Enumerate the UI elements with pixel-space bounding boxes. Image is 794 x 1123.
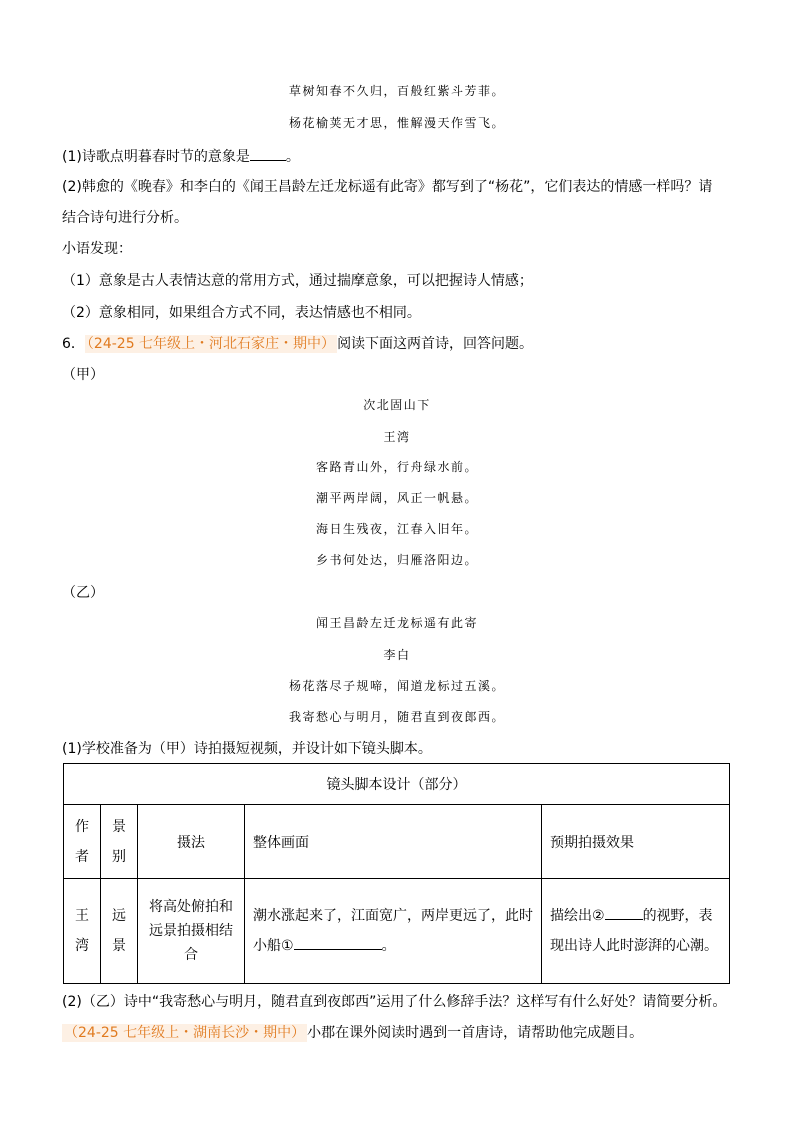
question-number: 6． (62, 336, 85, 352)
picture-text: 小船① (253, 938, 294, 954)
question-6-2: (2)（乙）诗中“我寄愁心与明月，随君直到夜郎西”运用了什么修辞手法？这样写有什么好处？请简要分析。 (62, 994, 727, 1010)
poem-line: 草树知春不久归，百般红紫斗芳菲。 (288, 84, 505, 98)
poem-author: 李白 (383, 648, 411, 662)
header-scene: 景别 (101, 805, 138, 879)
finding-item: （2）意象相同，如果组合方式不同，表达情感也不相同。 (62, 305, 421, 321)
table-caption: 镜头脚本设计（部分） (64, 764, 730, 805)
picture-text: 潮水涨起来了，江面宽广，两岸更远了，此时 (253, 908, 533, 924)
effect-text: 的视野，表 (642, 908, 713, 924)
header-author: 作者 (64, 805, 101, 879)
finding-item: （1）意象是古人表情达意的常用方式，通过揣摩意象，可以把握诗人情感； (62, 273, 533, 289)
answer-blank[interactable] (605, 905, 643, 920)
poem-line: 我寄愁心与明月，随君直到夜郎西。 (288, 710, 505, 724)
poem-line: 潮平两岸阔，风正一帆悬。 (315, 491, 478, 505)
question-5-2-line1: (2)韩愈的《晚春》和李白的《闻王昌龄左迁龙标遥有此寄》都写到了“杨花”，它们表达的情感一样吗？请 (62, 179, 713, 195)
poem-line: 杨花榆荚无才思，惟解漫天作雪飞。 (288, 116, 505, 130)
poem-line: 乡书何处达，归雁洛阳边。 (315, 553, 478, 567)
question-7-header (62, 1022, 643, 1042)
poem-label-jia: （甲） (62, 367, 104, 383)
poem-line: 杨花落尽子规啼，闻道龙标过五溪。 (288, 679, 505, 693)
picture-text: 。 (381, 938, 396, 954)
question-prompt: 小郡在课外阅读时遇到一首唐诗，请帮助他完成题目。 (307, 1025, 644, 1041)
source-tag: （24-25 七年级上・湖南长沙・期中） (64, 1025, 306, 1041)
answer-blank[interactable] (250, 146, 286, 161)
cell-method: 将高处俯拍和远景拍摄相结合 (138, 879, 245, 984)
question-text: 。 (285, 149, 300, 165)
cell-effect (542, 879, 730, 984)
question-6-header (62, 333, 533, 353)
poem-label-yi: （乙） (62, 585, 104, 601)
poem-line: 客路青山外，行舟绿水前。 (315, 460, 478, 474)
effect-text: 描绘出② (550, 908, 605, 924)
poem-title: 闻王昌龄左迁龙标遥有此寄 (315, 616, 478, 630)
question-5-1 (62, 146, 300, 166)
cell-author: 王湾 (64, 879, 101, 984)
question-5-2-line2: 结合诗句进行分析。 (62, 210, 188, 226)
cell-scene: 远景 (101, 879, 138, 984)
poem-author: 王湾 (383, 430, 411, 444)
header-picture: 整体画面 (245, 805, 542, 879)
cell-picture (245, 879, 542, 984)
question-6-1: (1)学校准备为（甲）诗拍摄短视频，并设计如下镜头脚本。 (62, 741, 432, 757)
header-method: 摄法 (138, 805, 245, 879)
effect-text: 现出诗人此时澎湃的心潮。 (550, 938, 718, 954)
shot-script-table (63, 763, 730, 984)
finding-title: 小语发现： (62, 241, 132, 257)
header-effect: 预期拍摄效果 (542, 805, 730, 879)
question-prompt: 阅读下面这两首诗，回答问题。 (337, 336, 534, 352)
poem-title: 次北固山下 (363, 398, 431, 412)
source-tag: （24-25 七年级上・河北石家庄・期中） (86, 336, 336, 352)
question-text: (1)诗歌点明暮春时节的意象是 (62, 149, 250, 165)
answer-blank[interactable] (294, 935, 382, 950)
poem-line: 海日生残夜，江春入旧年。 (315, 522, 478, 536)
